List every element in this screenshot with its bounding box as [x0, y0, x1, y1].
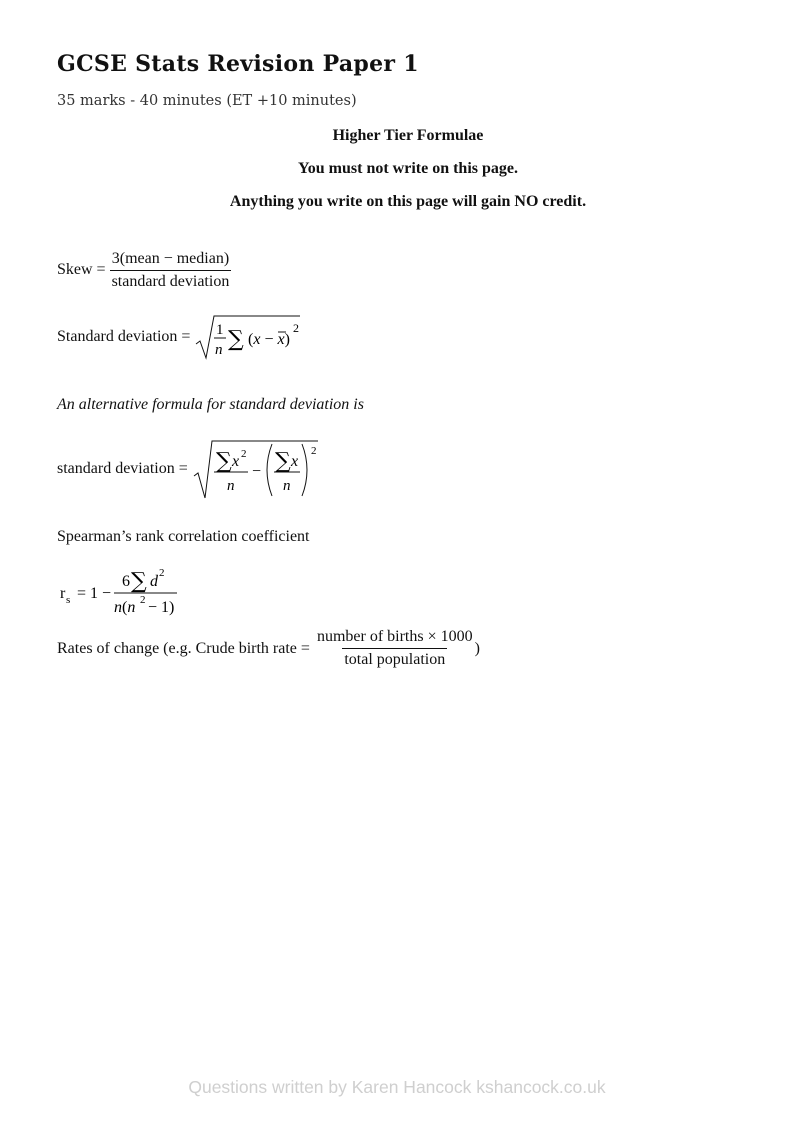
svg-text:−: −: [251, 463, 261, 480]
svg-text:x: x: [231, 453, 239, 470]
sd-alt-expression: [192, 436, 322, 502]
svg-text:∑: ∑: [131, 569, 147, 594]
formulae-heading: Higher Tier Formulae: [332, 127, 484, 144]
page-subtitle: 35 marks - 40 minutes (ET +10 minutes): [57, 93, 357, 109]
svg-text:2: 2: [293, 321, 300, 335]
svg-text:2: 2: [159, 567, 165, 579]
svg-text:2: 2: [240, 448, 247, 460]
svg-text:s: s: [66, 594, 71, 606]
svg-text:6: 6: [122, 573, 130, 590]
rates-fraction: [315, 628, 475, 669]
footer-credit: Questions written by Karen Hancock kshancock.co.uk: [188, 1077, 606, 1097]
page-title: GCSE Stats Revision Paper 1: [57, 51, 419, 77]
svg-text:n: n: [215, 342, 223, 358]
skew-fraction: [110, 250, 232, 291]
rates-formula: [57, 628, 480, 669]
svg-text:∑: ∑: [274, 449, 291, 474]
rates-close-paren: ): [474, 639, 480, 657]
skew-formula: [57, 250, 231, 291]
no-write-notice: You must not write on this page.: [297, 160, 518, 177]
sd-alt-label: standard deviation =: [57, 460, 188, 477]
rates-numerator: number of births × 1000: [316, 628, 473, 645]
svg-text:∑: ∑: [215, 449, 232, 474]
svg-text:2: 2: [140, 594, 146, 606]
no-credit-notice: Anything you write on this page will gain NO credit.: [229, 193, 587, 210]
svg-text:1: 1: [216, 322, 224, 338]
sd-alt-formula: [57, 436, 322, 502]
sd-expression: [194, 312, 304, 362]
svg-text:(x − x): (x − x): [248, 331, 291, 348]
svg-text:d: d: [150, 573, 158, 590]
svg-text:x: x: [290, 453, 298, 470]
svg-text:2: 2: [310, 445, 317, 457]
sd-formula: [57, 312, 304, 362]
svg-text:∑: ∑: [228, 327, 245, 352]
skew-numerator: 3(mean − median): [111, 250, 230, 267]
svg-text:− 1): − 1): [148, 599, 175, 616]
svg-text:n(n: n(n: [114, 599, 136, 616]
svg-text:n: n: [282, 478, 291, 494]
svg-text:n: n: [226, 478, 235, 494]
spearman-label: Spearman’s rank correlation coefficient: [57, 528, 310, 545]
alt-formula-intro: An alternative formula for standard deviation is: [57, 396, 364, 413]
skew-denominator: standard deviation: [110, 270, 232, 291]
spearman-formula: [57, 562, 197, 627]
rates-label: Rates of change (e.g. Crude birth rate =: [57, 639, 310, 657]
rates-denominator: total population: [342, 648, 447, 669]
svg-text:= 1 −: = 1 −: [77, 585, 112, 602]
sd-label: Standard deviation =: [57, 328, 191, 345]
svg-text:r: r: [60, 585, 66, 602]
skew-label: Skew =: [57, 261, 106, 279]
spearman-expression: [57, 562, 197, 622]
